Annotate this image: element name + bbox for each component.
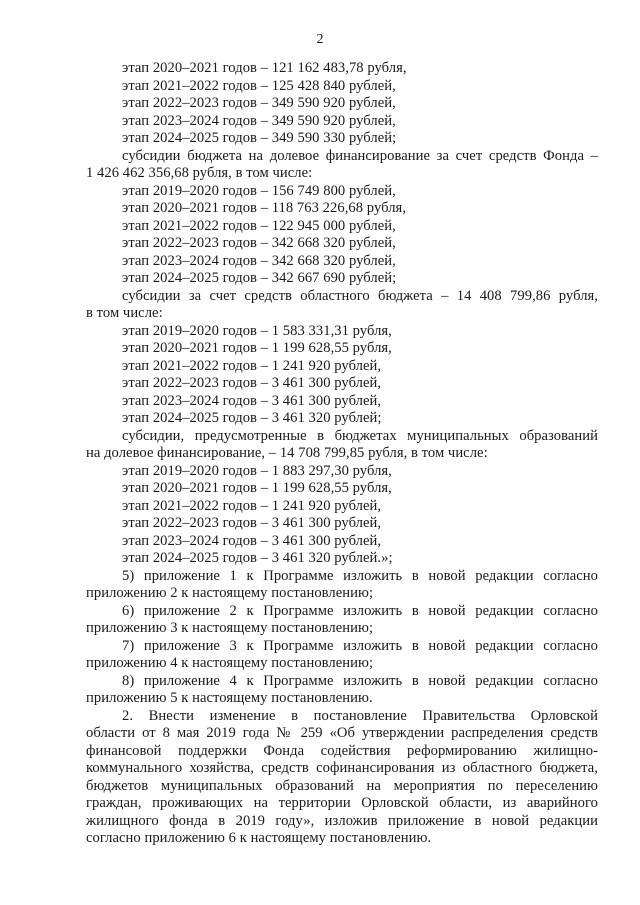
text-line: 8) приложение 4 к Программе изложить в новой редакции согласно [122,672,598,689]
text-line: этап 2019–2020 годов – 1 883 297,30 рубля, [122,462,392,479]
text-line: на долевое финансирование, – 14 708 799,85 рубля, в том числе: [86,445,488,461]
text-line: 1 426 462 356,68 рубля, в том числе: [86,165,313,181]
text-line: этап 2024–2025 годов – 349 590 330 рублей; [122,130,397,146]
page-number: 2 [316,32,324,47]
text-line: жилищного фонда в 2019 году», изложив приложение в новой редакции [86,812,598,829]
text-line: этап 2022–2023 годов – 3 461 300 рублей, [122,515,382,531]
text-line: этап 2020–2021 годов – 118 763 226,68 рубля, [122,200,407,216]
text-line: коммунального хозяйства, средств софинансирования из областного бюджета, [86,760,598,776]
text-line: бюджетов муниципальных образований на мероприятия по переселению [86,777,598,794]
text-line: приложению 5 к настоящему постановлению. [86,690,373,706]
text-line: этап 2024–2025 годов – 342 667 690 рублей; [122,270,397,286]
text-line: 2. Внести изменение в постановление Правительства Орловской [122,707,598,724]
text-line: этап 2021–2022 годов – 1 241 920 рублей, [122,497,382,514]
text-line: этап 2023–2024 годов – 342 668 320 рублей, [122,252,396,269]
text-line: приложению 3 к настоящему постановлению; [86,620,374,636]
text-line: субсидии, предусмотренные в бюджетах муниципальных образований [122,427,598,444]
text-line: этап 2022–2023 годов – 342 668 320 рублей, [122,235,396,251]
text-line: субсидии за счет средств областного бюджета – 14 408 799,86 рубля, [122,287,598,304]
text-line: граждан, проживающих на территории Орловской области, из аварийного [86,795,598,811]
text-line: субсидии бюджета на долевое финансирование за счет средств Фонда – [122,147,598,164]
text-line: этап 2024–2025 годов – 3 461 320 рублей; [122,410,382,426]
text-line: этап 2020–2021 годов – 121 162 483,78 рубля, [122,60,407,76]
text-line: 5) приложение 1 к Программе изложить в новой редакции согласно [122,567,598,584]
text-line: этап 2021–2022 годов – 125 428 840 рублей, [122,77,396,94]
text-line: в том числе: [86,305,163,321]
text-line: этап 2023–2024 годов – 349 590 920 рублей, [122,112,396,129]
text-line: области от 8 мая 2019 года № 259 «Об утверждении распределения средств [86,725,598,741]
text-line: этап 2021–2022 годов – 1 241 920 рублей, [122,357,382,374]
text-line: этап 2021–2022 годов – 122 945 000 рублей, [122,217,396,234]
text-line: согласно приложению 6 к настоящему постановлению. [86,830,432,846]
text-line: приложению 2 к настоящему постановлению; [86,585,374,601]
text-line: приложению 4 к настоящему постановлению; [86,655,374,671]
text-line: этап 2019–2020 годов – 1 583 331,31 рубля, [122,322,392,339]
text-line: этап 2024–2025 годов – 3 461 320 рублей.»; [122,550,393,566]
text-line: этап 2023–2024 годов – 3 461 300 рублей, [122,532,382,549]
text-line: 6) приложение 2 к Программе изложить в новой редакции согласно [122,602,598,619]
text-line: этап 2020–2021 годов – 1 199 628,55 рубля, [122,340,392,356]
text-line: финансовой поддержки Фонда содействия реформированию жилищно- [86,742,598,759]
text-line: этап 2022–2023 годов – 3 461 300 рублей, [122,375,382,391]
document-body [86,60,598,848]
text-line: 7) приложение 3 к Программе изложить в новой редакции согласно [122,637,598,654]
text-line: этап 2022–2023 годов – 349 590 920 рублей, [122,95,396,111]
text-line: этап 2020–2021 годов – 1 199 628,55 рубля, [122,480,392,496]
text-line: этап 2019–2020 годов – 156 749 800 рублей, [122,182,396,199]
text-line: этап 2023–2024 годов – 3 461 300 рублей, [122,392,382,409]
